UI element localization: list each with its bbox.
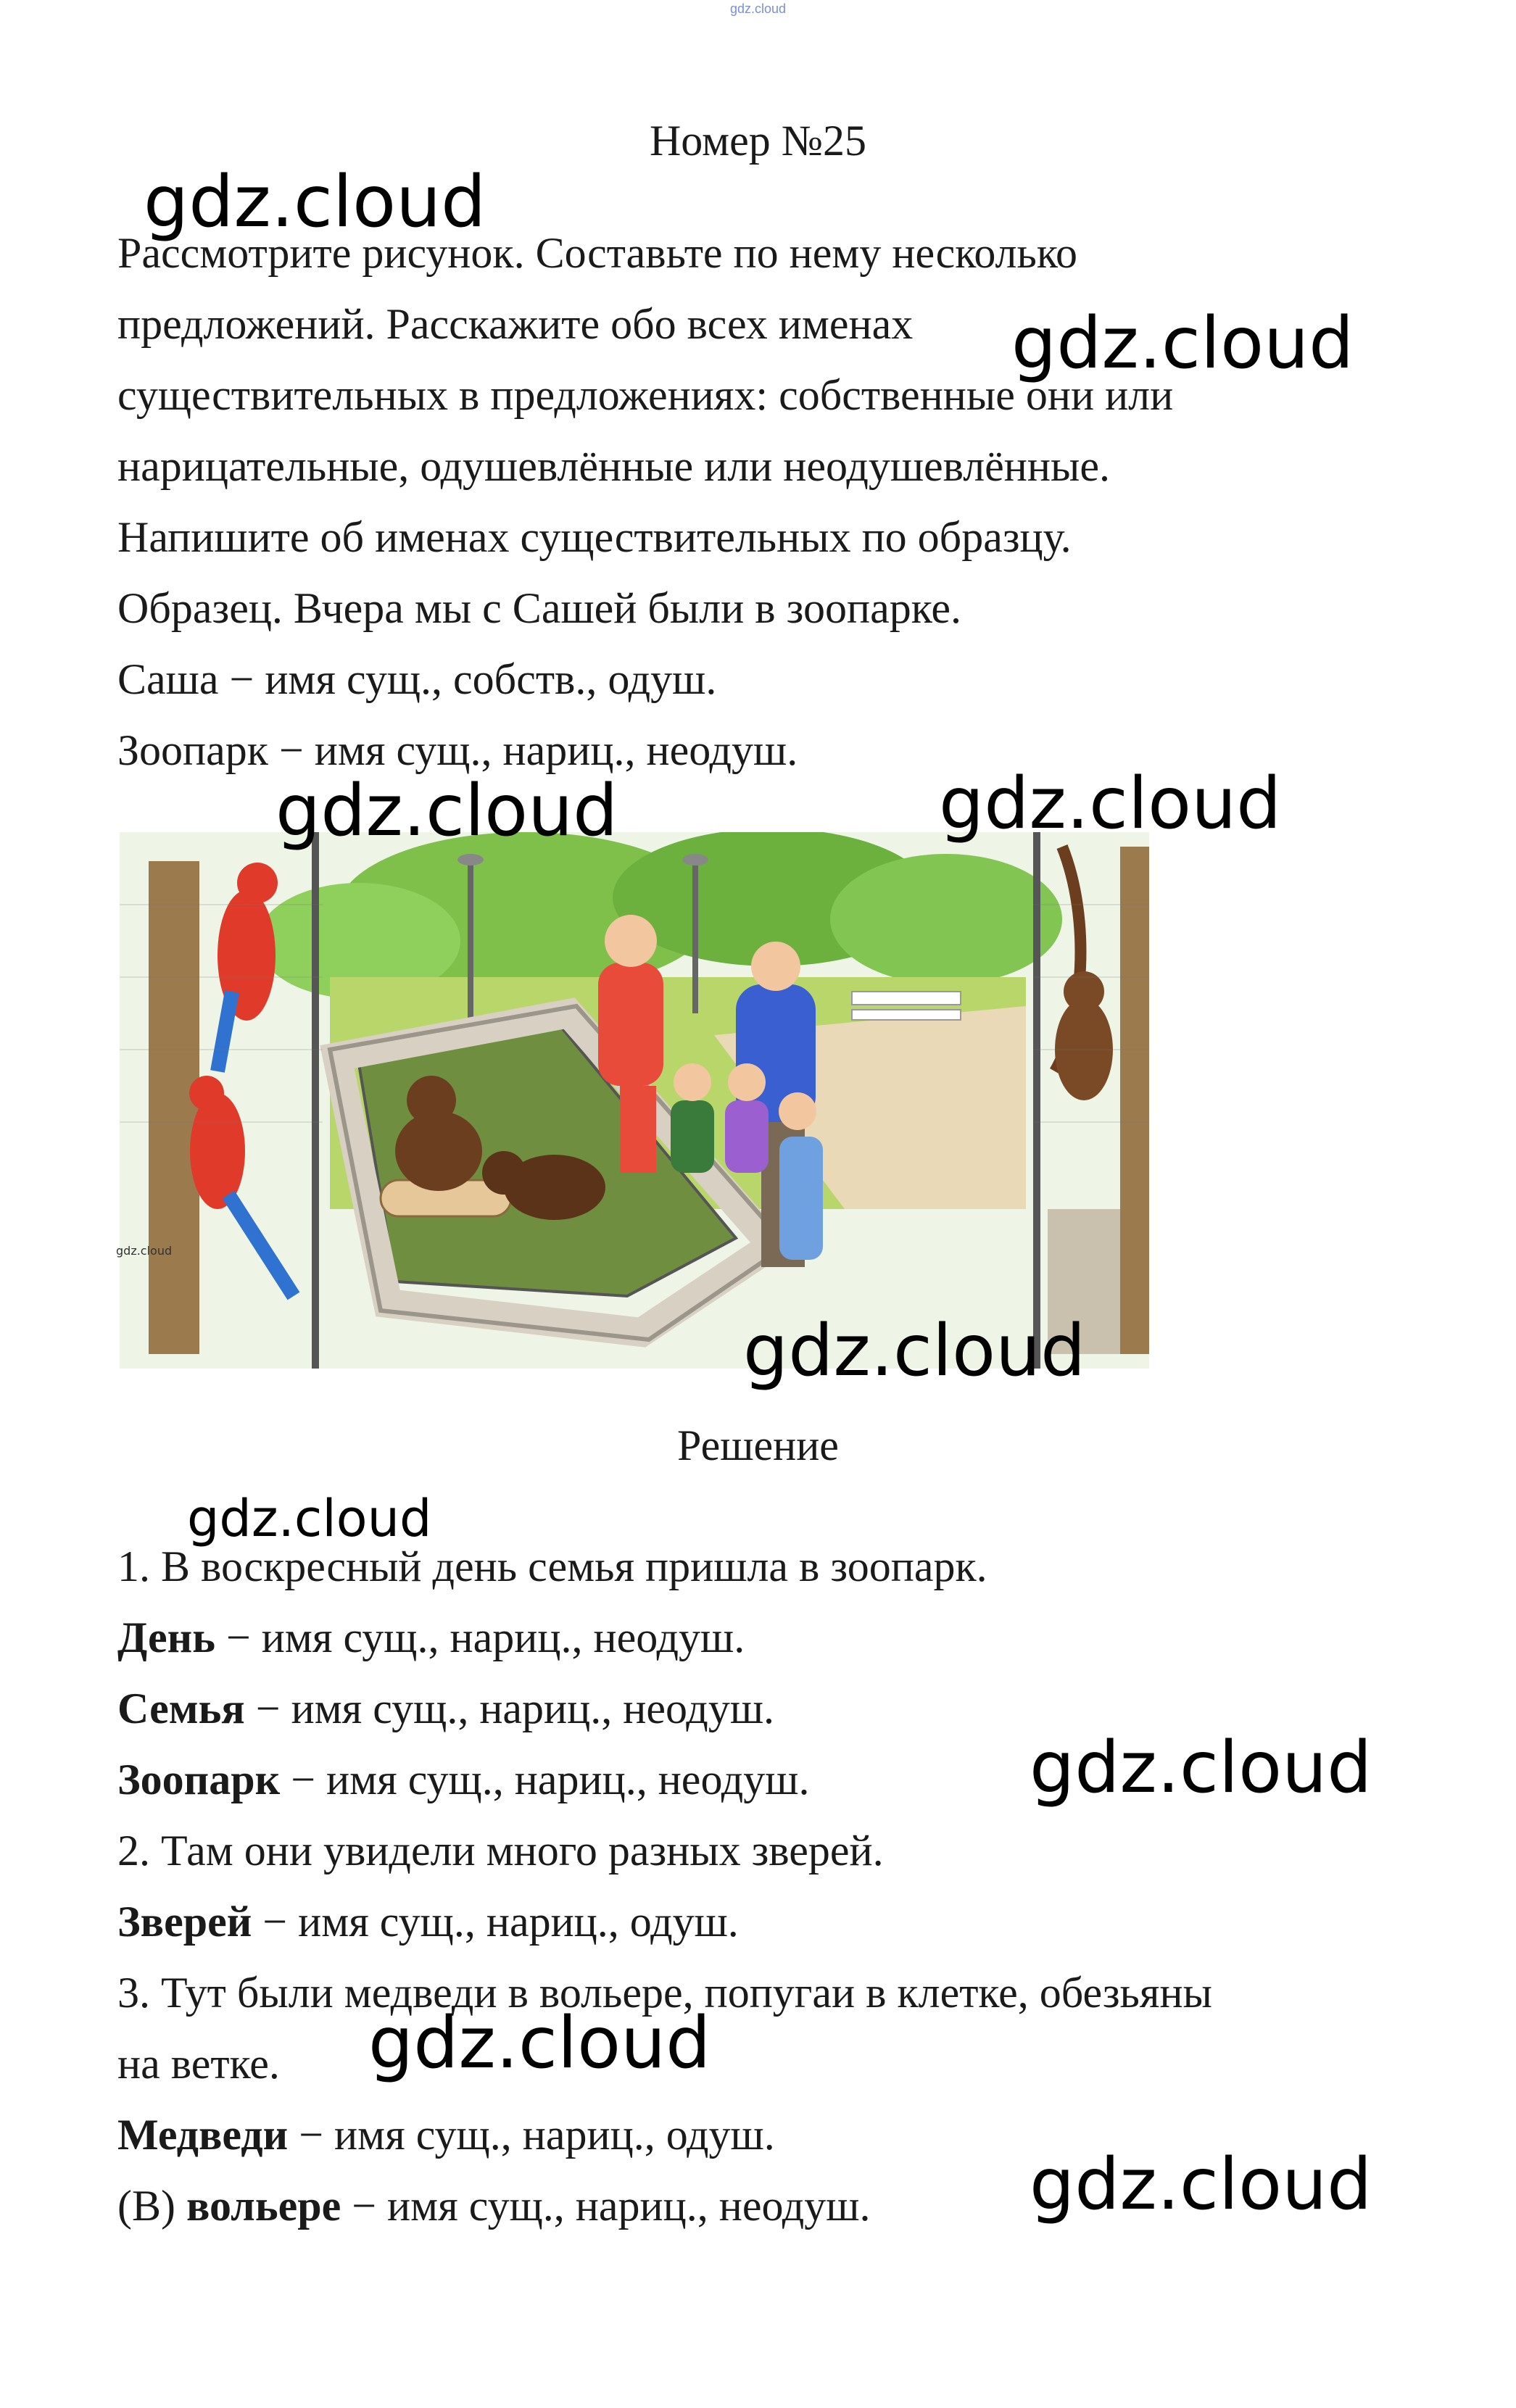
watermark: gdz.cloud bbox=[187, 1489, 432, 1548]
noun-description: − имя сущ., нариц., неодуш. bbox=[215, 1614, 745, 1661]
watermark: gdz.cloud bbox=[368, 2002, 711, 2085]
task-line: Напишите об именах существительных по образцу. bbox=[117, 513, 1072, 561]
watermark: gdz.cloud bbox=[1030, 2143, 1372, 2226]
noun-analysis bbox=[117, 1602, 1422, 1673]
task-line: Образец. Вчера мы с Сашей были в зоопарке. bbox=[117, 584, 961, 632]
noun-word: Зоопарк bbox=[117, 1756, 281, 1803]
task-line: Зоопарк − имя сущ., нариц., неодуш. bbox=[117, 726, 798, 774]
noun-description: − имя сущ., нариц., одуш. bbox=[288, 2111, 775, 2159]
noun-word: Семья bbox=[117, 1685, 245, 1732]
watermark: gdz.cloud bbox=[116, 1244, 173, 1258]
solution-heading: Решение bbox=[677, 1421, 839, 1469]
watermark: gdz.cloud bbox=[1030, 1727, 1372, 1809]
task-line: существительных в предложениях: собственные они или bbox=[117, 371, 1174, 419]
watermark: gdz.cloud bbox=[743, 1310, 1086, 1392]
solution-sentence: на ветке. bbox=[117, 2040, 280, 2088]
preposition: (В) bbox=[117, 2182, 186, 2230]
noun-description: − имя сущ., нариц., неодуш. bbox=[244, 1685, 775, 1732]
noun-description: − имя сущ., нариц., одуш. bbox=[252, 1898, 739, 1946]
header-watermark: gdz.cloud bbox=[729, 1, 787, 16]
noun-word: Зверей bbox=[117, 1898, 252, 1946]
task-line: нарицательные, одушевлённые или неодушевлённые. bbox=[117, 442, 1110, 490]
task-line: предложений. Расскажите обо всех именах bbox=[117, 300, 914, 348]
noun-analysis bbox=[117, 1886, 1422, 1957]
watermark: gdz.cloud bbox=[939, 763, 1282, 845]
watermark: gdz.cloud bbox=[144, 161, 486, 244]
solution-text bbox=[117, 1531, 1422, 2241]
solution-sentence: 3. Тут были медведи в вольере, попугаи в клетке, обезьяны bbox=[117, 1969, 1212, 2017]
page-title: Номер №25 bbox=[649, 117, 867, 165]
noun-description: − имя сущ., нариц., неодуш. bbox=[280, 1756, 810, 1803]
task-line: Рассмотрите рисунок. Составьте по нему несколько bbox=[117, 229, 1077, 277]
noun-word: Медведи bbox=[117, 2111, 289, 2159]
noun-word: День bbox=[117, 1614, 215, 1661]
noun-word: вольере bbox=[186, 2182, 341, 2230]
task-line: Саша − имя сущ., собств., одуш. bbox=[117, 655, 717, 703]
noun-description: − имя сущ., нариц., неодуш. bbox=[341, 2182, 871, 2230]
watermark: gdz.cloud bbox=[1011, 302, 1354, 385]
watermark: gdz.cloud bbox=[276, 770, 618, 852]
solution-sentence: 1. В воскресный день семья пришла в зоопарк. bbox=[117, 1543, 987, 1590]
solution-sentence: 2. Там они увидели много разных зверей. bbox=[117, 1827, 884, 1874]
zoo-illustration bbox=[120, 832, 1149, 1369]
